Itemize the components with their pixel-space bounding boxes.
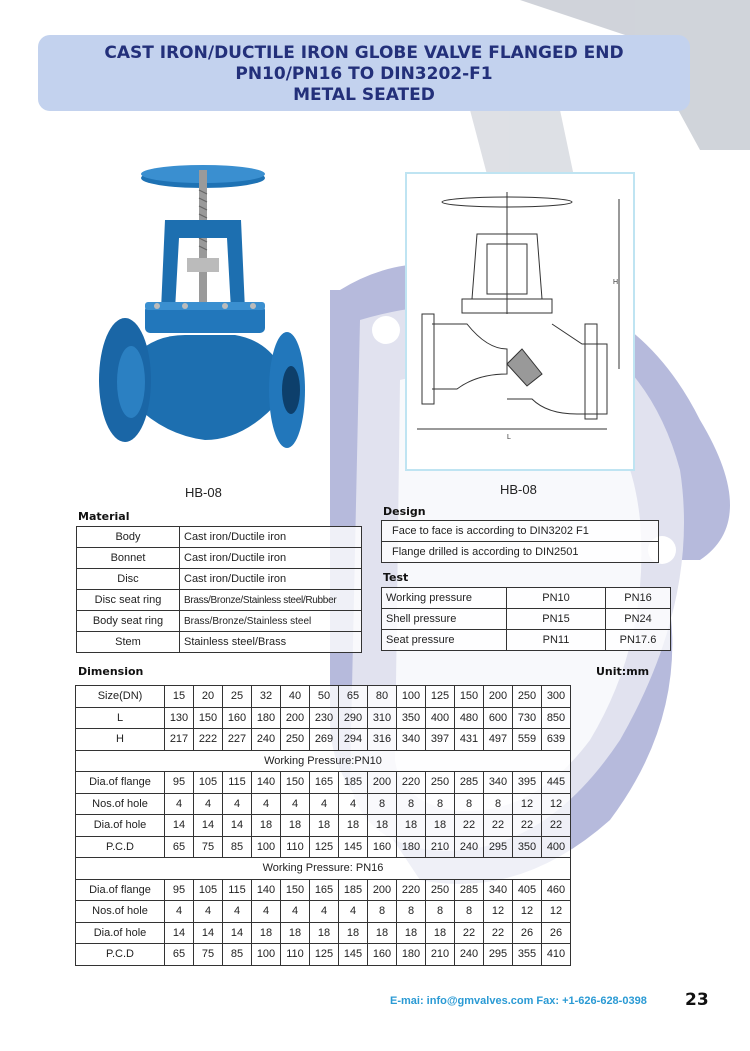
dimension-cell: 14 [223,922,252,944]
dimension-cell: 290 [339,707,368,729]
dimension-cell: 340 [397,729,426,751]
valve-photo [95,150,310,475]
table-row [76,729,571,751]
dimension-cell: 12 [542,793,571,815]
dimension-cell: 22 [542,815,571,837]
dimension-cell: 100 [252,836,281,858]
dimension-cell: 14 [194,922,223,944]
dimension-cell: 295 [484,836,513,858]
dimension-cell: 14 [194,815,223,837]
dimension-cell: 400 [542,836,571,858]
dimension-cell: 12 [513,901,542,923]
dimension-cell: 20 [194,686,223,708]
drawing-h-label: H [613,279,619,286]
dimension-cell: 40 [281,686,310,708]
dimension-row-label: Dia.of flange [76,772,165,794]
material-table [76,526,362,653]
dimension-cell: 850 [542,707,571,729]
dimension-cell: 165 [310,879,339,901]
dimension-cell: 18 [339,922,368,944]
dimension-cell: 150 [455,686,484,708]
table-row [382,630,671,651]
dimension-cell: 75 [194,836,223,858]
dimension-cell: 26 [513,922,542,944]
table-row [76,944,571,966]
table-row [76,772,571,794]
dimension-cell: 240 [455,836,484,858]
material-part: Disc [77,569,180,590]
dimension-cell: 250 [426,772,455,794]
dimension-cell: 115 [223,772,252,794]
dimension-cell: 200 [484,686,513,708]
dimension-cell: 250 [426,879,455,901]
material-value: Cast iron/Ductile iron [180,527,362,548]
dimension-cell: 18 [310,815,339,837]
dimension-cell: 130 [165,707,194,729]
dimension-cell: 4 [194,901,223,923]
title-line-1: CAST IRON/DUCTILE IRON GLOBE VALVE FLANGED END [104,43,624,63]
dimension-cell: 4 [281,901,310,923]
dimension-row-label: Dia.of hole [76,922,165,944]
dimension-cell: 316 [368,729,397,751]
dimension-cell: 8 [368,901,397,923]
dimension-cell: 110 [281,836,310,858]
dimension-cell: 300 [542,686,571,708]
dimension-cell: 22 [484,815,513,837]
dimension-cell: 12 [484,901,513,923]
dimension-cell: 185 [339,772,368,794]
dimension-cell: 460 [542,879,571,901]
test-label: Working pressure [382,588,507,609]
dimension-cell: 4 [252,793,281,815]
dimension-cell: 269 [310,729,339,751]
test-pn10: PN15 [507,609,606,630]
material-value: Brass/Bronze/Stainless steel [180,611,362,632]
dimension-cell: 431 [455,729,484,751]
dimension-cell: 210 [426,836,455,858]
dimension-cell: 22 [513,815,542,837]
section-drawing-svg [407,174,633,469]
dimension-cell: 230 [310,707,339,729]
dimension-cell: 8 [455,901,484,923]
dimension-cell: 8 [368,793,397,815]
dimension-cell: 18 [339,815,368,837]
dimension-row-label: L [76,707,165,729]
dimension-cell: 400 [426,707,455,729]
table-row [77,632,362,653]
dimension-cell: 22 [455,815,484,837]
material-part: Body [77,527,180,548]
dimension-cell: 14 [165,922,194,944]
technical-drawing [405,172,635,471]
dimension-cell: 4 [339,793,368,815]
dimension-cell: 110 [281,944,310,966]
dimension-cell: 8 [455,793,484,815]
dimension-cell: 350 [397,707,426,729]
pressure-subheader-row [76,858,571,880]
drawing-l-label: L [507,434,511,441]
dimension-cell: 75 [194,944,223,966]
dimension-cell: 4 [252,901,281,923]
design-text: Face to face is according to DIN3202 F1 [382,521,659,542]
dimension-cell: 25 [223,686,252,708]
material-part: Disc seat ring [77,590,180,611]
dimension-cell: 18 [252,922,281,944]
title-line-2: PN10/PN16 TO DIN3202-F1 [235,64,493,84]
dimension-cell: 125 [426,686,455,708]
dimension-cell: 8 [397,901,426,923]
dimension-cell: 18 [426,815,455,837]
table-row [76,922,571,944]
test-label: Shell pressure [382,609,507,630]
dimension-cell: 18 [368,815,397,837]
dimension-cell: 180 [397,836,426,858]
dimension-cell: 18 [310,922,339,944]
dimension-cell: 250 [513,686,542,708]
page-number: 23 [685,990,709,1010]
dimension-cell: 65 [165,836,194,858]
test-label: Seat pressure [382,630,507,651]
dimension-cell: 12 [542,901,571,923]
dimension-cell: 240 [455,944,484,966]
dimension-cell: 160 [223,707,252,729]
dimension-cell: 4 [223,901,252,923]
material-value: Stainless steel/Brass [180,632,362,653]
test-pn16: PN17.6 [606,630,671,651]
dimension-cell: 165 [310,772,339,794]
dimension-cell: 559 [513,729,542,751]
material-heading: Material [78,510,130,523]
test-pn10: PN11 [507,630,606,651]
dimension-cell: 18 [397,922,426,944]
dimension-cell: 180 [252,707,281,729]
dimension-cell: 4 [194,793,223,815]
dimension-cell: 639 [542,729,571,751]
dimension-cell: 65 [339,686,368,708]
dimension-cell: 18 [426,922,455,944]
dimension-cell: 145 [339,944,368,966]
dimension-cell: 405 [513,879,542,901]
dimension-cell: 4 [310,901,339,923]
dimension-cell: 480 [455,707,484,729]
contact-info: E-mai: info@gmvalves.com Fax: +1-626-628-0398 [390,995,647,1007]
dimension-cell: 12 [513,793,542,815]
unit-label: Unit:mm [596,665,650,678]
dimension-cell: 18 [368,922,397,944]
dimension-cell: 340 [484,772,513,794]
dimension-cell: 222 [194,729,223,751]
table-row [77,611,362,632]
material-value: Brass/Bronze/Stainless steel/Rubber [180,590,362,611]
dimension-cell: 497 [484,729,513,751]
dimension-cell: 140 [252,879,281,901]
design-text: Flange drilled is according to DIN2501 [382,542,659,563]
dimension-row-label: Dia.of hole [76,815,165,837]
pressure-subheader: Working Pressure:PN10 [76,750,571,772]
table-row [382,542,659,563]
dimension-cell: 217 [165,729,194,751]
table-row [77,527,362,548]
dimension-cell: 355 [513,944,542,966]
dimension-cell: 340 [484,879,513,901]
table-row [77,548,362,569]
dimension-table [75,685,571,966]
dimension-cell: 227 [223,729,252,751]
dimension-cell: 22 [484,922,513,944]
table-row [76,793,571,815]
drawing-caption: HB-08 [500,482,537,497]
dimension-cell: 105 [194,879,223,901]
dimension-cell: 14 [165,815,194,837]
dimension-row-label: P.C.D [76,836,165,858]
pressure-subheader-row [76,750,571,772]
title-line-3: METAL SEATED [293,85,435,105]
dimension-cell: 310 [368,707,397,729]
dimension-cell: 4 [339,901,368,923]
table-row [76,836,571,858]
dimension-cell: 4 [165,901,194,923]
test-heading: Test [383,571,409,584]
table-row [77,590,362,611]
table-row [382,521,659,542]
dimension-cell: 397 [426,729,455,751]
dimension-cell: 185 [339,879,368,901]
dimension-cell: 80 [368,686,397,708]
dimension-cell: 14 [223,815,252,837]
dimension-cell: 8 [426,793,455,815]
dimension-cell: 250 [281,729,310,751]
table-row [76,707,571,729]
dimension-cell: 22 [455,922,484,944]
dimension-cell: 145 [339,836,368,858]
dimension-cell: 350 [513,836,542,858]
dimension-cell: 730 [513,707,542,729]
dimension-cell: 125 [310,836,339,858]
table-row [76,879,571,901]
design-heading: Design [383,505,426,518]
dimension-cell: 105 [194,772,223,794]
dimension-cell: 95 [165,772,194,794]
dimension-cell: 160 [368,836,397,858]
dimension-cell: 600 [484,707,513,729]
title-banner [38,35,690,111]
dimension-row-label: Nos.of hole [76,793,165,815]
dimension-cell: 150 [194,707,223,729]
dimension-row-label: H [76,729,165,751]
table-row [76,686,571,708]
table-row [382,588,671,609]
test-pn16: PN24 [606,609,671,630]
dimension-row-label: Size(DN) [76,686,165,708]
dimension-cell: 220 [397,879,426,901]
dimension-cell: 32 [252,686,281,708]
table-row [77,569,362,590]
material-part: Body seat ring [77,611,180,632]
test-pn16: PN16 [606,588,671,609]
material-value: Cast iron/Ductile iron [180,548,362,569]
dimension-cell: 4 [223,793,252,815]
dimension-cell: 200 [281,707,310,729]
dimension-cell: 8 [426,901,455,923]
dimension-cell: 220 [397,772,426,794]
dimension-cell: 200 [368,772,397,794]
dimension-cell: 18 [281,815,310,837]
dimension-cell: 18 [281,922,310,944]
dimension-cell: 285 [455,879,484,901]
dimension-row-label: P.C.D [76,944,165,966]
dimension-row-label: Dia.of flange [76,879,165,901]
dimension-cell: 18 [397,815,426,837]
photo-caption: HB-08 [185,485,222,500]
dimension-cell: 125 [310,944,339,966]
dimension-cell: 150 [281,772,310,794]
dimension-cell: 285 [455,772,484,794]
dimension-cell: 65 [165,944,194,966]
dimension-cell: 240 [252,729,281,751]
design-table [381,520,659,563]
dimension-heading: Dimension [78,665,144,678]
test-pn10: PN10 [507,588,606,609]
dimension-cell: 115 [223,879,252,901]
dimension-cell: 50 [310,686,339,708]
material-value: Cast iron/Ductile iron [180,569,362,590]
dimension-cell: 395 [513,772,542,794]
dimension-cell: 4 [310,793,339,815]
dimension-cell: 200 [368,879,397,901]
dimension-cell: 210 [426,944,455,966]
dimension-cell: 95 [165,879,194,901]
dimension-cell: 445 [542,772,571,794]
table-row [76,815,571,837]
dimension-cell: 150 [281,879,310,901]
dimension-cell: 140 [252,772,281,794]
dimension-cell: 8 [397,793,426,815]
dimension-cell: 18 [252,815,281,837]
dimension-cell: 4 [165,793,194,815]
pressure-subheader: Working Pressure: PN16 [76,858,571,880]
dimension-cell: 15 [165,686,194,708]
dimension-cell: 8 [484,793,513,815]
dimension-cell: 100 [397,686,426,708]
dimension-row-label: Nos.of hole [76,901,165,923]
dimension-cell: 295 [484,944,513,966]
dimension-cell: 410 [542,944,571,966]
test-table [381,587,671,651]
material-part: Bonnet [77,548,180,569]
dimension-cell: 85 [223,836,252,858]
dimension-cell: 294 [339,729,368,751]
table-row [76,901,571,923]
dimension-cell: 85 [223,944,252,966]
dimension-cell: 160 [368,944,397,966]
dimension-cell: 180 [397,944,426,966]
table-row [382,609,671,630]
material-part: Stem [77,632,180,653]
dimension-cell: 4 [281,793,310,815]
dimension-cell: 100 [252,944,281,966]
dimension-cell: 26 [542,922,571,944]
